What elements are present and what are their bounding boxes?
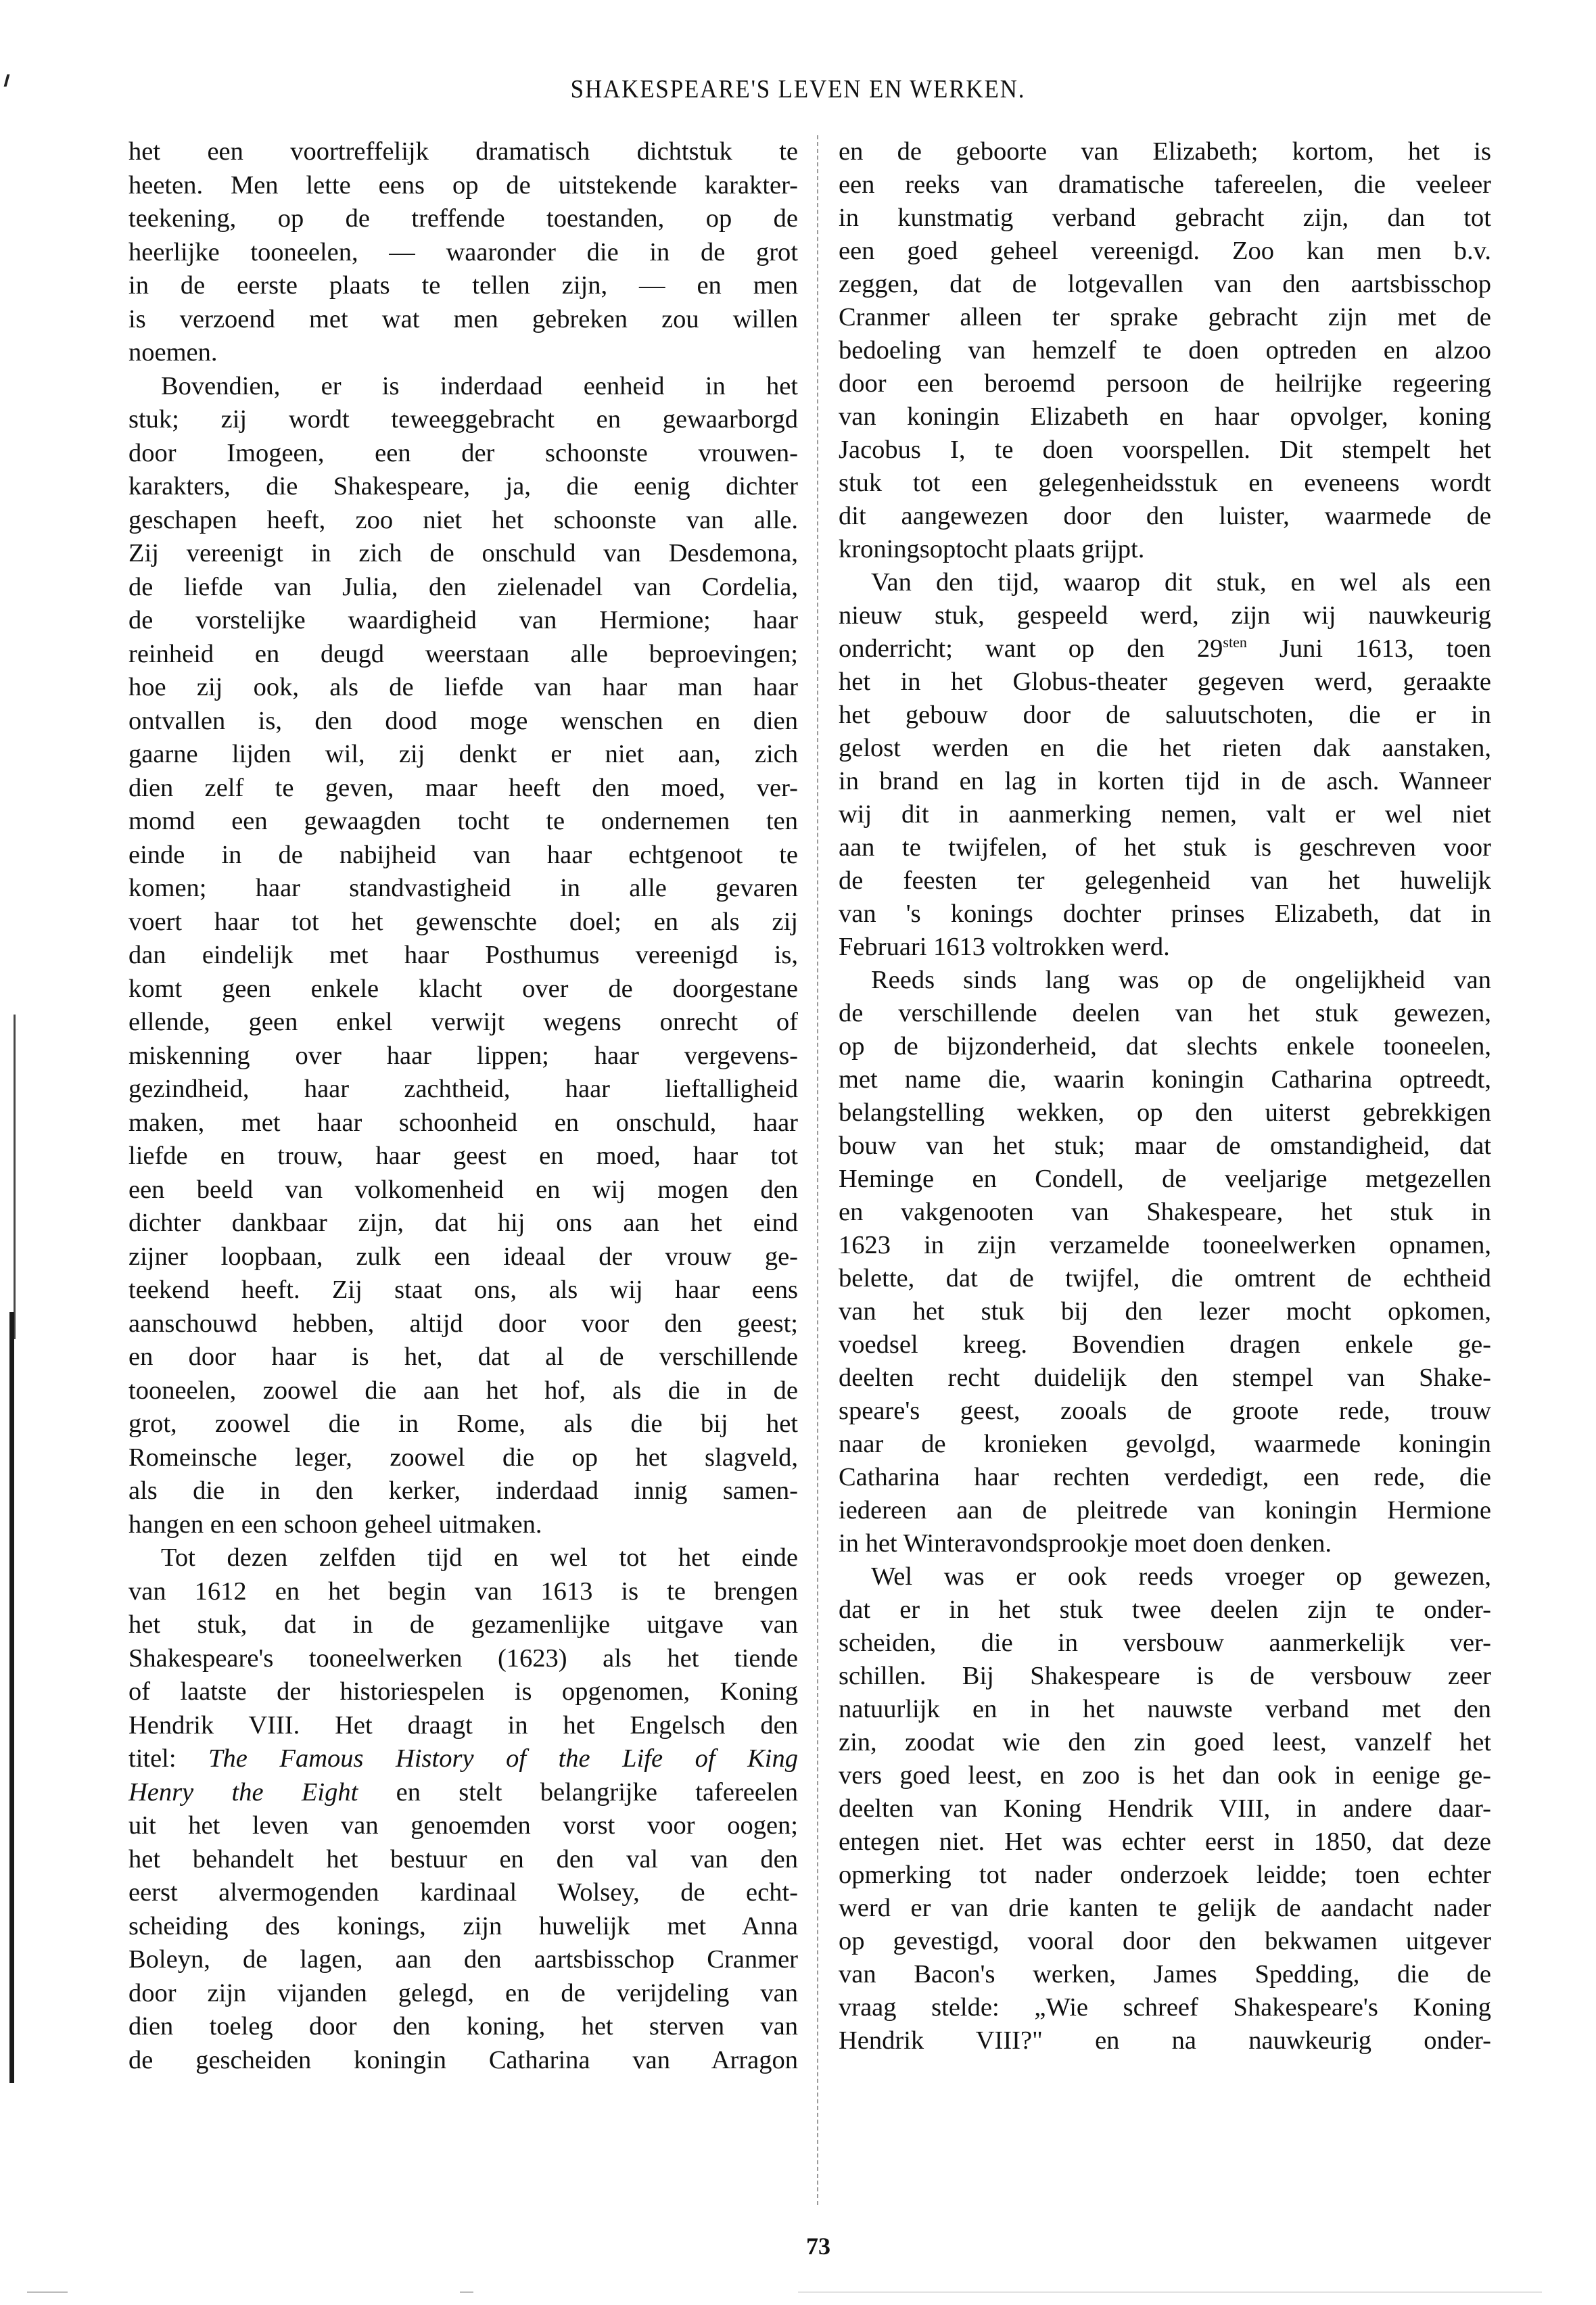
line-text: titel: — [128, 1744, 209, 1773]
text-line — [839, 268, 1491, 301]
text-line — [128, 303, 798, 337]
text-line — [128, 236, 798, 270]
text-line — [128, 470, 798, 504]
text-line — [128, 671, 798, 705]
line-text: scheiden, die in versbouw aanmerkelijk ver- — [839, 1629, 1491, 1657]
line-text: Wel was er ook reeds vroeger op gewezen, — [871, 1562, 1491, 1591]
line-text: deelten van Koning Hendrik VIII, in andere daar- — [839, 1794, 1491, 1823]
line-text: scheiding des konings, zijn huwelijk met Anna — [128, 1911, 798, 1940]
line-text: Van den tijd, waarop dit stuk, en wel als een — [871, 568, 1491, 597]
line-text: of laatste der historiespelen is opgenomen, Koning — [128, 1677, 798, 1706]
text-line — [128, 1341, 798, 1374]
text-line — [128, 772, 798, 806]
text-line — [839, 1892, 1491, 1925]
line-text: stuk; zij wordt teweeggebracht en gewaarborgd — [128, 405, 798, 434]
line-text: de gescheiden koningin Catharina van Arragon — [128, 2045, 798, 2074]
right-column — [839, 135, 1491, 2057]
line-text: ellende, geen enkel verwijt wegens onrecht of — [128, 1008, 798, 1036]
text-line — [839, 831, 1491, 864]
text-line — [839, 1096, 1491, 1130]
text-line — [839, 1593, 1491, 1627]
text-line — [128, 1608, 798, 1642]
line-text: het gebouw door de saluutschoten, die er in — [839, 701, 1491, 729]
text-line — [839, 997, 1491, 1030]
text-line — [128, 872, 798, 906]
line-text: voedsel kreeg. Bovendien dragen enkele ge- — [839, 1330, 1491, 1359]
line-text: in brand en lag in korten tijd in de asch. Wanneer — [839, 767, 1491, 795]
line-text: door Imogeen, een der schoonste vrouwen- — [128, 438, 798, 467]
line-text: stuk tot een gelegenheidsstuk en eveneens wordt — [839, 469, 1491, 497]
text-line — [839, 1825, 1491, 1859]
line-text: wij dit in aanmerking nemen, valt er wel niet — [839, 800, 1491, 829]
left-column — [128, 135, 798, 2077]
scan-artifact-speck — [798, 2291, 1542, 2293]
line-text: Cranmer alleen ter sprake gebracht zijn met de — [839, 303, 1491, 331]
text-line — [839, 1991, 1491, 2024]
line-text: op gevestigd, vooral door den bekwamen uitgever — [839, 1927, 1491, 1955]
text-line — [839, 732, 1491, 765]
text-line — [128, 939, 798, 973]
text-line — [839, 334, 1491, 367]
line-text: belette, dat de twijfel, die omtrent de echtheid — [839, 1264, 1491, 1293]
text-line — [128, 1876, 798, 1910]
text-line — [839, 1792, 1491, 1825]
text-line — [128, 1508, 798, 1542]
text-line — [128, 202, 798, 236]
line-text: 1623 in zijn verzamelde tooneelwerken opnamen, — [839, 1231, 1491, 1259]
text-line — [128, 1173, 798, 1207]
line-text: dan eindelijk met haar Posthumus vereenigd is, — [128, 941, 798, 969]
line-text-continued: Juni 1613, toen — [1246, 634, 1491, 663]
scan-artifact-speck — [27, 2291, 68, 2293]
line-text: door een beroemd persoon de heilrijke regeering — [839, 369, 1491, 398]
line-text: vraag stelde: „Wie schreef Shakespeare's Koning — [839, 1993, 1491, 2022]
page-number: 73 — [806, 2233, 830, 2260]
text-line — [839, 765, 1491, 798]
text-line — [128, 2010, 798, 2044]
line-text: op de bijzonderheid, dat slechts enkele tooneelen, — [839, 1032, 1491, 1061]
text-line — [128, 1274, 798, 1307]
line-text: ontvallen is, den dood moge wenschen en dien — [128, 706, 798, 735]
line-text: gezindheid, haar zachtheid, haar lieftalligheid — [128, 1075, 798, 1103]
text-line — [839, 168, 1491, 202]
text-line — [839, 599, 1491, 632]
line-text: gaarne lijden wil, zij denkt er niet aan, zich — [128, 740, 798, 768]
text-line — [839, 2024, 1491, 2057]
text-line — [128, 1977, 798, 2011]
text-line — [839, 666, 1491, 699]
line-text: liefde en trouw, haar geest en moed, haar tot — [128, 1142, 798, 1170]
text-line — [128, 169, 798, 203]
line-text: Bovendien, er is inderdaad eenheid in het — [161, 371, 798, 400]
text-line — [128, 839, 798, 872]
line-text: dat er in het stuk twee deelen zijn te onder- — [839, 1596, 1491, 1624]
line-text: einde in de nabijheid van haar echtgenoot te — [128, 840, 798, 869]
text-line — [839, 1229, 1491, 1262]
line-text: reinheid en deugd weerstaan alle beproevingen; — [128, 639, 798, 668]
line-text: Hendrik VIII. Het draagt in het Engelsch den — [128, 1710, 798, 1740]
line-text: gelost werden en die het rieten dak aanstaken, — [839, 734, 1491, 762]
line-text: is verzoend met wat men gebreken zou willen — [128, 304, 798, 333]
line-text: teekening, op de treffende toestanden, op de — [128, 204, 798, 233]
text-line — [128, 571, 798, 605]
italic-title-text: The Famous History of the Life of King — [208, 1744, 798, 1773]
line-text: geschapen heeft, zoo niet het schoonste van alle. — [128, 505, 798, 534]
text-line — [128, 738, 798, 772]
line-text: Hendrik VIII?" en na nauwkeurig onder- — [839, 2026, 1491, 2055]
line-text: grot, zoowel die in Rome, als die bij het — [128, 1410, 798, 1438]
text-line — [128, 705, 798, 739]
text-line — [839, 367, 1491, 400]
scan-artifact-edge — [9, 1312, 14, 2083]
text-line — [128, 1843, 798, 1877]
line-text: eerst alvermogenden kardinaal Wolsey, de echt- — [128, 1878, 798, 1907]
line-text: een goed geheel vereenigd. Zoo kan men b.v. — [839, 237, 1491, 265]
line-text: hangen en een schoon geheel uitmaken. — [128, 1510, 542, 1539]
line-text: zeggen, dat de lotgevallen van den aartsbisschop — [839, 270, 1491, 298]
superscript-text: sten — [1223, 634, 1247, 651]
line-text: het stuk, dat in de gezamenlijke uitgave van — [128, 1610, 798, 1639]
text-line — [839, 467, 1491, 500]
text-line — [128, 403, 798, 437]
line-text: als die in den kerker, inderdaad innig samen- — [128, 1476, 798, 1505]
text-line — [839, 1693, 1491, 1726]
text-line — [839, 1494, 1491, 1527]
text-line — [839, 864, 1491, 898]
text-line — [128, 1709, 798, 1743]
line-text: natuurlijk en in het nauwste verband met den — [839, 1695, 1491, 1723]
line-text: bouw van het stuk; maar de omstandigheid, dat — [839, 1132, 1491, 1160]
text-line — [839, 1196, 1491, 1229]
text-line — [128, 1642, 798, 1676]
line-text: van het stuk bij den lezer mocht opkomen, — [839, 1297, 1491, 1326]
line-text: Tot dezen zelfden tijd en wel tot het einde — [161, 1543, 798, 1572]
text-line — [839, 1461, 1491, 1494]
line-text: dien toeleg door den koning, het sterven van — [128, 2012, 798, 2041]
line-text: nieuw stuk, gespeeld werd, zijn wij nauwkeurig — [839, 601, 1491, 630]
text-line — [128, 638, 798, 672]
text-line — [128, 1943, 798, 1977]
text-line — [839, 1295, 1491, 1328]
text-line — [839, 1660, 1491, 1693]
line-text: Romeinsche leger, zoowel die op het slagveld, — [128, 1443, 798, 1472]
line-text: heerlijke tooneelen, — waaronder die in de grot — [128, 237, 798, 266]
text-line — [839, 798, 1491, 831]
text-line — [128, 906, 798, 939]
line-text: de feesten ter gelegenheid van het huwelijk — [839, 866, 1491, 895]
line-text: een beeld van volkomenheid en wij mogen den — [128, 1175, 798, 1204]
column-divider — [817, 135, 818, 2205]
text-line — [128, 1006, 798, 1040]
text-line — [839, 1395, 1491, 1428]
line-text: en de geboorte van Elizabeth; kortom, het is — [839, 137, 1491, 166]
text-line — [128, 336, 798, 370]
line-text: van 1612 en het begin van 1613 is te brengen — [128, 1577, 798, 1606]
line-text: deelten recht duidelijk den stempel van Shake- — [839, 1364, 1491, 1392]
running-head: SHAKESPEARE'S LEVEN EN WERKEN. — [570, 75, 1026, 103]
line-text: het in het Globus-theater gegeven werd, geraakte — [839, 668, 1491, 696]
text-line — [839, 434, 1491, 467]
line-text: Shakespeare's tooneelwerken (1623) als het tiende — [128, 1644, 798, 1673]
text-line — [839, 1428, 1491, 1461]
line-text: iedereen aan de pleitrede van koningin Hermione — [839, 1496, 1491, 1524]
line-text: Februari 1613 voltrokken werd. — [839, 933, 1170, 961]
line-text: bedoeling van hemzelf te doen optreden en alzoo — [839, 336, 1491, 365]
line-text: dit aangewezen door den luister, waarmede de — [839, 502, 1491, 530]
text-line — [839, 135, 1491, 168]
line-text: Heminge en Condell, de veeljarige metgezellen — [839, 1165, 1491, 1193]
text-line — [839, 1527, 1491, 1560]
text-line — [839, 566, 1491, 599]
text-line — [128, 135, 798, 169]
text-line — [839, 1627, 1491, 1660]
text-line — [839, 1560, 1491, 1593]
text-line — [128, 1407, 798, 1441]
line-text: het behandelt het bestuur en den val van den — [128, 1844, 798, 1873]
line-text: maken, met haar schoonheid en onschuld, haar — [128, 1108, 798, 1137]
text-line — [839, 1859, 1491, 1892]
line-text: Zij vereenigt in zich de onschuld van Desdemona, — [128, 539, 798, 567]
scan-artifact-mark — [4, 74, 10, 87]
line-text: aanschouwd hebben, altijd door voor den geest; — [128, 1309, 798, 1338]
text-line — [839, 1925, 1491, 1958]
text-line — [128, 2044, 798, 2078]
text-line — [839, 1262, 1491, 1295]
line-text: dichter dankbaar zijn, dat hij ons aan het eind — [128, 1209, 798, 1237]
text-line — [128, 1742, 798, 1776]
text-line — [839, 400, 1491, 434]
line-text: noemen. — [128, 338, 218, 367]
line-text: schillen. Bij Shakespeare is de versbouw zeer — [839, 1662, 1491, 1690]
line-text: Jacobus I, te doen voorspellen. Dit stempelt het — [839, 436, 1491, 464]
line-text: in kunstmatig verband gebracht zijn, dan tot — [839, 204, 1491, 232]
line-text: hoe zij ook, als de liefde van haar man haar — [128, 673, 798, 701]
line-text: kroningsoptocht plaats grijpt. — [839, 535, 1145, 563]
text-line — [128, 1809, 798, 1843]
text-line — [839, 202, 1491, 235]
text-line — [839, 1328, 1491, 1361]
line-text: met name die, waarin koningin Catharina optreedt, — [839, 1065, 1491, 1094]
line-text: Catharina haar rechten verdedigt, een rede, die — [839, 1463, 1491, 1491]
line-text: entegen niet. Het was echter eerst in 1850, dat deze — [839, 1827, 1491, 1856]
text-line — [128, 1776, 798, 1810]
line-text: Reeds sinds lang was op de ongelijkheid van — [871, 966, 1491, 994]
line-text: naar de kronieken gevolgd, waarmede koningin — [839, 1430, 1491, 1458]
line-text: de vorstelijke waardigheid van Hermione; haar — [128, 606, 798, 634]
text-line — [128, 1575, 798, 1609]
italic-title-text: Henry the Eight — [128, 1777, 358, 1807]
text-line — [839, 898, 1491, 931]
text-line — [839, 1726, 1491, 1759]
line-text: vers goed leest, en zoo is het dan ook in eenige ge- — [839, 1761, 1491, 1790]
text-line — [128, 1307, 798, 1341]
text-line — [128, 1675, 798, 1709]
line-text: en vakgenooten van Shakespeare, het stuk in — [839, 1198, 1491, 1226]
line-text: werd er van drie kanten te gelijk de aandacht nader — [839, 1894, 1491, 1922]
text-line — [128, 604, 798, 638]
line-text: onderricht; want op den 29 — [839, 634, 1223, 663]
scan-artifact-edge — [14, 1015, 16, 1339]
scan-artifact-speck — [460, 2291, 473, 2293]
text-line — [839, 500, 1491, 533]
line-text: aan te twijfelen, of het stuk is geschreven voor — [839, 833, 1491, 862]
line-text: een reeks van dramatische tafereelen, die veeleer — [839, 170, 1491, 199]
text-line — [128, 1541, 798, 1575]
text-line — [839, 1958, 1491, 1991]
text-line — [839, 1361, 1491, 1395]
line-text: van Bacon's werken, James Spedding, die de — [839, 1960, 1491, 1988]
text-line — [128, 370, 798, 404]
line-text: karakters, die Shakespeare, ja, die eenig dichter — [128, 472, 798, 500]
text-line — [839, 1130, 1491, 1163]
line-text: momd een gewaagden tocht te ondernemen ten — [128, 807, 798, 835]
text-line — [128, 1107, 798, 1140]
line-text: speare's geest, zooals de groote rede, trouw — [839, 1397, 1491, 1425]
line-text: komen; haar standvastigheid in alle gevaren — [128, 874, 798, 902]
text-line — [839, 1163, 1491, 1196]
text-line — [128, 269, 798, 303]
text-line — [839, 1063, 1491, 1096]
text-line — [128, 1474, 798, 1508]
line-text: teekend heeft. Zij staat ons, als wij haar eens — [128, 1276, 798, 1304]
text-line — [128, 1240, 798, 1274]
line-text: de liefde van Julia, den zielenadel van Cordelia, — [128, 572, 798, 601]
line-text: miskenning over haar lippen; haar vergevens- — [128, 1041, 798, 1070]
text-line — [128, 1207, 798, 1240]
line-text: belangstelling wekken, op den uiterst gebrekkigen — [839, 1098, 1491, 1127]
text-line — [839, 1759, 1491, 1792]
line-text: en door haar is het, dat al de verschillende — [128, 1343, 798, 1371]
line-text: uit het leven van genoemden vorst voor oogen; — [128, 1811, 798, 1840]
line-text: in het Winteravondsprookje moet doen denken. — [839, 1529, 1332, 1558]
text-line — [128, 1374, 798, 1408]
line-text: de verschillende deelen van het stuk gewezen, — [839, 999, 1491, 1027]
text-line — [128, 1140, 798, 1173]
text-line — [839, 235, 1491, 268]
text-line — [839, 931, 1491, 964]
line-text: zijner loopbaan, zulk een ideaal der vrouw ge- — [128, 1242, 798, 1271]
line-text: dien zelf te geven, maar heeft den moed, ver- — [128, 773, 798, 802]
text-line — [128, 504, 798, 538]
text-line — [128, 1073, 798, 1107]
line-text: heeten. Men lette eens op de uitstekende karakter- — [128, 170, 798, 200]
line-text: opmerking tot nader onderzoek leidde; toen echter — [839, 1861, 1491, 1889]
line-text: van koningin Elizabeth en haar opvolger, koning — [839, 402, 1491, 431]
text-line — [128, 973, 798, 1006]
line-text: door zijn vijanden gelegd, en de verijdeling van — [128, 1978, 798, 2007]
line-text: van 's konings dochter prinses Elizabeth, dat in — [839, 900, 1491, 928]
text-line — [128, 537, 798, 571]
text-line — [839, 301, 1491, 334]
text-line — [839, 632, 1491, 666]
text-line — [128, 805, 798, 839]
line-text: voert haar tot het gewenschte doel; en als zij — [128, 907, 798, 936]
text-line — [839, 699, 1491, 732]
line-text: het een voortreffelijk dramatisch dichtstuk te — [128, 137, 798, 166]
text-line — [839, 533, 1491, 566]
text-line — [839, 1030, 1491, 1063]
text-line — [839, 964, 1491, 997]
text-line — [128, 1910, 798, 1944]
text-line — [128, 437, 798, 471]
line-text: zin, zoodat wie den zin goed leest, vanzelf het — [839, 1728, 1491, 1756]
text-line — [128, 1040, 798, 1073]
line-text: in de eerste plaats te tellen zijn, — en men — [128, 271, 798, 300]
line-text: Boleyn, de lagen, aan den aartsbisschop Cranmer — [128, 1945, 798, 1974]
text-line — [128, 1441, 798, 1475]
line-text: komt geen enkele klacht over de doorgestane — [128, 974, 798, 1003]
line-text-continued: en stelt belangrijke tafereelen — [358, 1777, 798, 1807]
line-text: tooneelen, zoowel die aan het hof, als die in de — [128, 1376, 798, 1405]
